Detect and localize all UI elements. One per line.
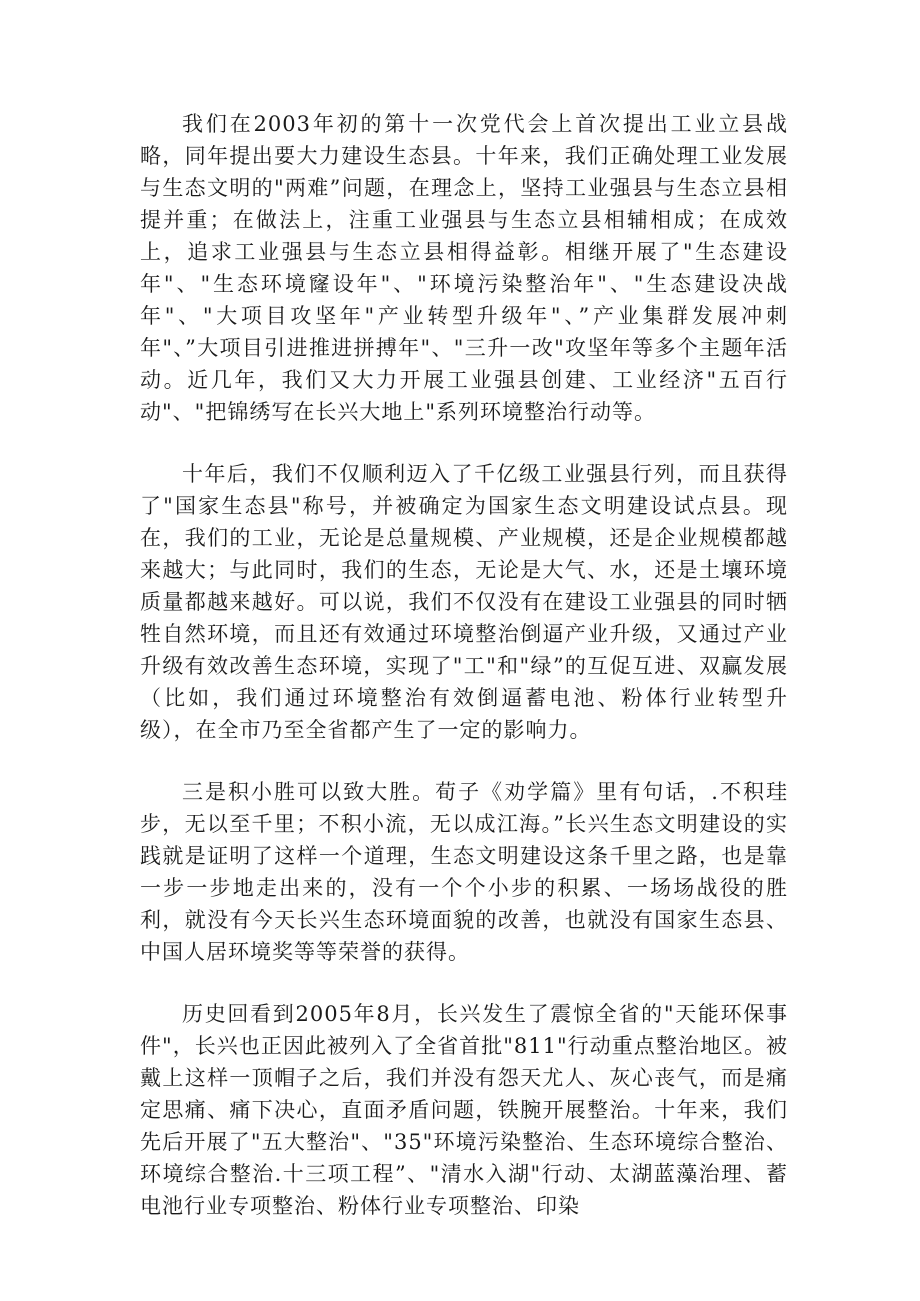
paragraph-history-review: 历史回看到2005年8月，长兴发生了震惊全省的"天能环保事件"，长兴也正因此被列入了全省首批"811"行动重点整治地区。被戴上这样一顶帽子之后，我们并没有怨天尤人、灰心丧气，而是痛定思痛、痛下决心，直面矛盾问题，铁腕开展整治。十年来，我们先后开展了"五大整治"、"35"环境污染整治、生态环境综合整治、环境综合整治.十三项工程”、"清水入湖"行动、太湖蓝藻治理、蓄电池行业专项整治、粉体行业专项整治、印染: [140, 1002, 788, 1218]
paragraph-ten-years-later: 十年后，我们不仅顺利迈入了千亿级工业强县行列，而且获得了"国家生态县"称号，并被确定为国家生态文明建设试点县。现在，我们的工业，无论是总量规模、产业规模，还是企业规模都越来越大；与此同时，我们的生态，无论是大气、水，还是土壤环境质量都越来越好。可以说，我们不仅没有在建设工业强县的同时牺牲自然环境，而且还有效通过环境整治倒逼产业升级，又通过产业升级有效改善生态环境，实现了"工"和"绿”的互促互进、双赢发展（比如，我们通过环境整治有效倒逼蓄电池、粉体行业转型升级），在全市乃至全省都产生了一定的影响力。: [140, 462, 788, 742]
paragraph-industry-strategy: 我们在2003年初的第十一次党代会上首次提出工业立县战略，同年提出要大力建设生态县。十年来，我们正确处理工业发展与生态文明的"两难”问题，在理念上，坚持工业强县与生态立县相提并重；在做法上，注重工业强县与生态立县相辅相成；在成效上，追求工业强县与生态立县相得益彰。相继开展了"生态建设年"、"生态环境窿设年"、"环境污染整治年"、"生态建设决战年"、"大项目攻坚年"产业转型升级年"、”产业集群发展冲刺年"、”大项目引进推进拼搏年"、"三升一改"攻坚年等多个主题年活动。近几年，我们又大力开展工业强县创建、工业经济"五百行动"、"把锦绣写在长兴大地上"系列环境整治行动等。: [140, 112, 788, 424]
paragraph-small-victories: 三是积小胜可以致大胜。荀子《劝学篇》里有句话，.不积珪步，无以至千里；不积小流，无以成江海。”长兴生态文明建设的实践就是证明了这样一个道理，生态文明建设这条千里之路，也是靠一步一步地走出来的，没有一个个小步的积累、一场场战役的胜利，就没有今天长兴生态环境面貌的改善，也就没有国家生态县、中国人居环境奖等等荣誉的获得。: [140, 780, 788, 964]
document-page: [140, 108, 788, 1252]
